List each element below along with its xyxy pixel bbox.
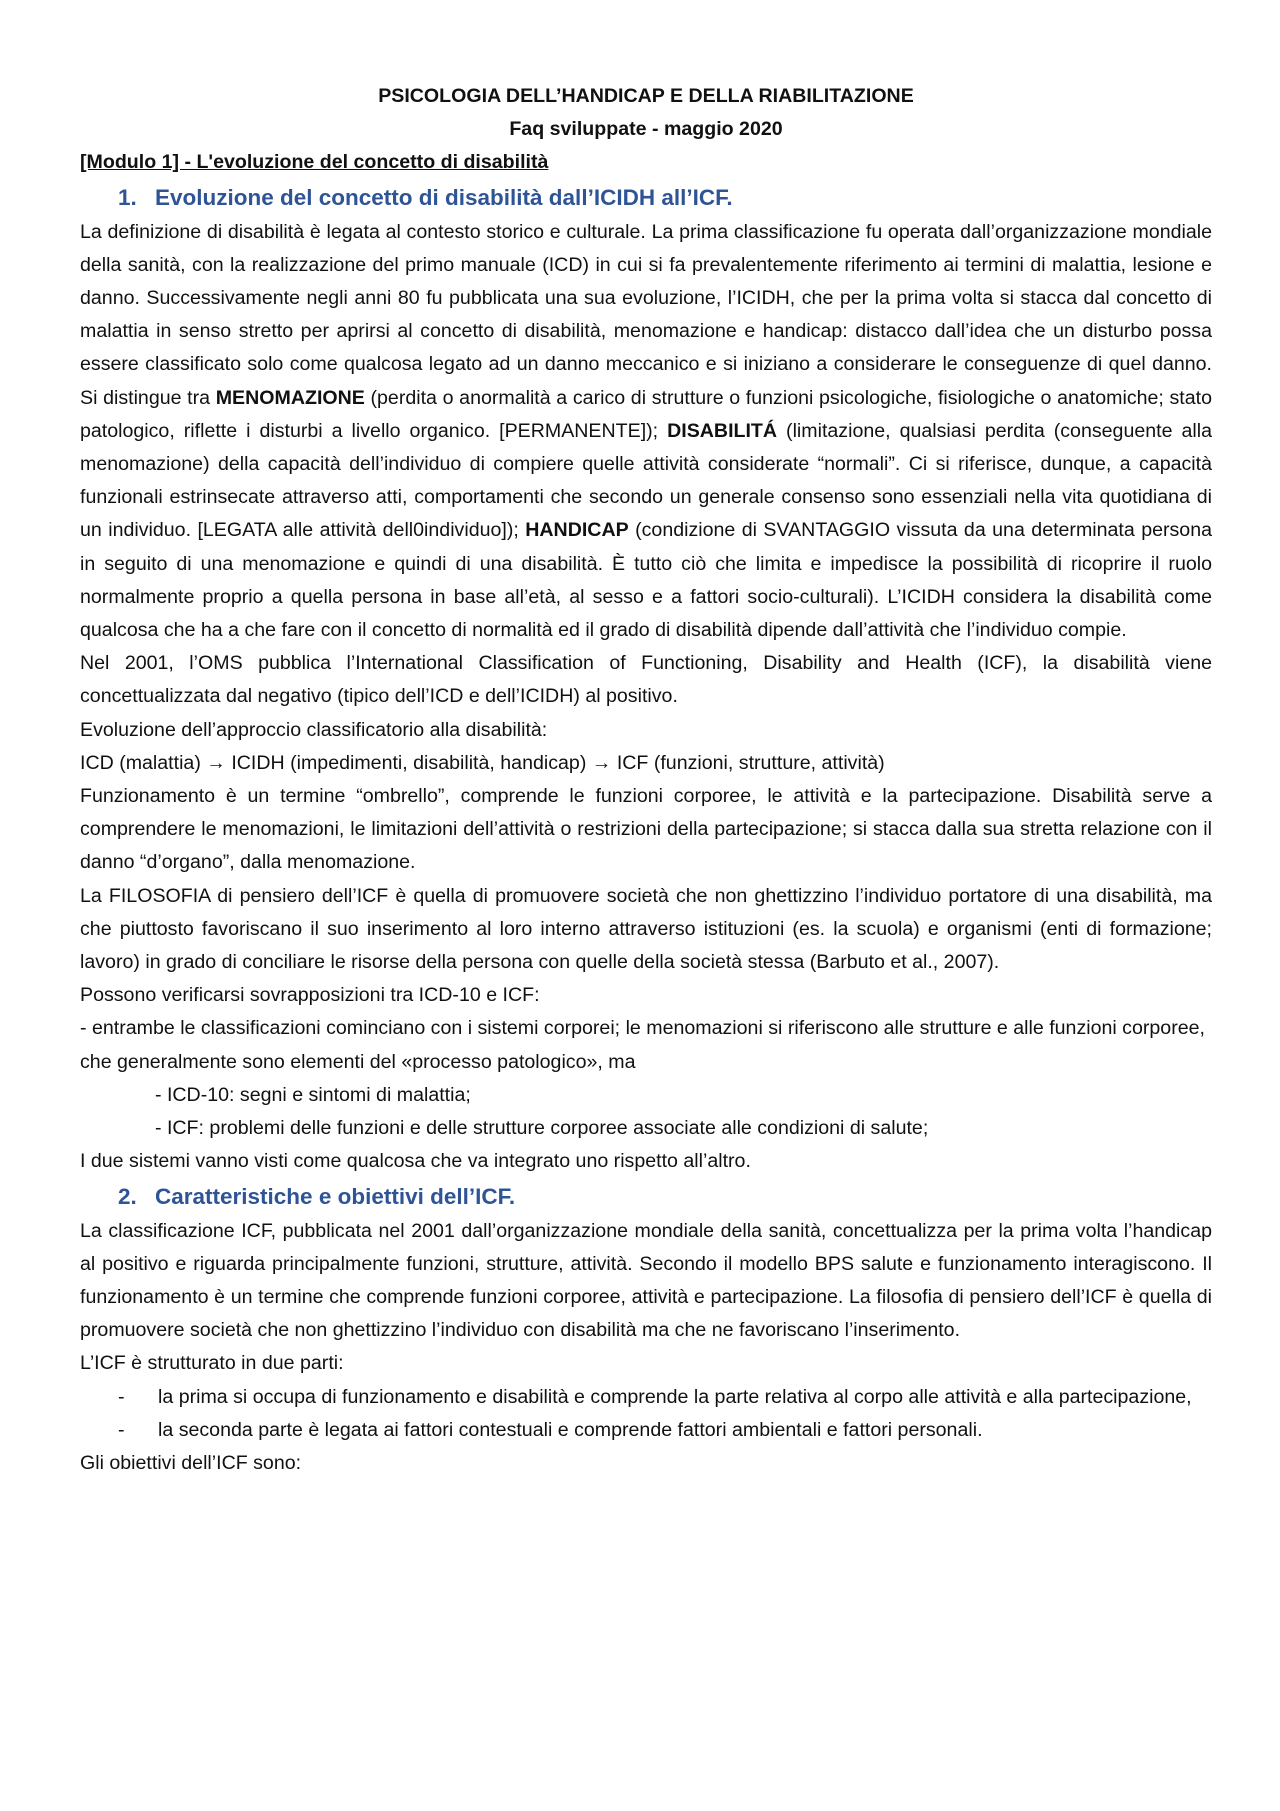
module-heading	[80, 146, 1212, 179]
section-1-paragraph-7: Possono verificarsi sovrapposizioni tra ICD-10 e ICF:	[80, 984, 540, 1007]
sub-item-icd10: - ICD-10: segni e sintomi di malattia;	[155, 1083, 471, 1106]
section-1-paragraph-2: Nel 2001, l’OMS pubblica l’International Classification of Functioning, Disability and Health (ICF), la disabilità viene concettualizzata dal negativo (tipico dell’ICD e dell’ICIDH) al positivo.	[80, 652, 1212, 708]
sub-item-icf: - ICF: problemi delle funzioni e delle strutture corporee associate alle condizioni di salute;	[155, 1117, 929, 1140]
section-1-paragraph-6: La FILOSOFIA di pensiero dell’ICF è quella di promuovere società che non ghettizzino l’individuo portatore di una disabilità, ma che piuttosto favoriscano il suo inserimento al loro interno attraverso istituzioni (es. la scuola) e organismi (enti di formazione; lavoro) in grado di conciliare le risorse della persona con quelle della società stessa (Barbuto et al., 2007).	[80, 884, 1212, 974]
list-item-text: la prima si occupa di funzionamento e disabilità e comprende la parte relativa al corpo alle attività e alla partecipazione,	[158, 1385, 1192, 1408]
text-run: (limitazione, qualsiasi perdita (conseguente alla menomazione) della capacità dell’individuo di compiere quelle attività considerate “normali”. Ci si riferisce, dunque, a capacità funzionali estrinsecate attraverso atti, comportamenti che secondo un generale consenso sono essenziali nella vita quotidiana di un individuo. [LEGATA alle attività dell0individuo]);	[80, 419, 1212, 542]
term-handicap: HANDICAP	[525, 519, 629, 542]
dash-bullet: -	[118, 1418, 125, 1441]
classification-evolution-line: ICD (malattia) → ICIDH (impedimenti, disabilità, handicap) → ICF (funzioni, strutture, attività)	[80, 751, 885, 774]
text-run: (perdita o anormalità a carico di strutture o funzioni psicologiche, fisiologiche o anatomiche; stato patologico, riflette i disturbi a livello organico. [PERMANENTE]);	[80, 386, 1212, 442]
section-2-heading	[80, 1179, 1212, 1215]
section-1-title: Evoluzione del concetto di disabilità dall’ICIDH all’ICF.	[155, 184, 733, 210]
section-1-paragraph-9: I due sistemi vanno visti come qualcosa che va integrato uno rispetto all’altro.	[80, 1150, 751, 1173]
icf-parts-list	[80, 1381, 1212, 1447]
section-1-paragraph-5: Funzionamento è un termine “ombrello”, comprende le funzioni corporee, le attività e la partecipazione. Disabilità serve a comprendere le menomazioni, le limitazioni dell’attività o restrizioni della partecipazione; si stacca dalla sua stretta relazione con il danno “d’organo”, dalla menomazione.	[80, 785, 1212, 874]
document-subtitle: Faq sviluppate - maggio 2020	[509, 118, 783, 141]
term-menomazione: MENOMAZIONE	[215, 386, 365, 409]
section-1-paragraph-8: - entrambe le classificazioni cominciano con i sistemi corporei; le menomazioni si riferiscono alle strutture e alle funzioni corporee, che generalmente sono elementi del «processo patologico», ma	[80, 1017, 1205, 1073]
section-2-number: 2.	[118, 1183, 137, 1209]
list-item	[80, 1414, 1212, 1447]
document-title: PSICOLOGIA DELL’HANDICAP E DELLA RIABILITAZIONE	[378, 85, 914, 107]
text-run: (condizione di SVANTAGGIO vissuta da una determinata persona in seguito di una menomazione e quindi di una disabilità. È tutto ciò che limita e impedisce la possibilità di ricoprire il ruolo normalmente proprio a quella persona in base all’età, al sesso e a fattori socio-culturali). L’ICIDH considera la disabilità come qualcosa che ha a che fare con il concetto di normalità ed il grado di disabilità dipende dall’attività che l’individuo compie.	[80, 519, 1213, 642]
list-item-text: la seconda parte è legata ai fattori contestuali e comprende fattori ambientali e fattori personali.	[158, 1418, 983, 1441]
section-2-title: Caratteristiche e obiettivi dell’ICF.	[155, 1183, 516, 1209]
dash-bullet: -	[118, 1385, 125, 1408]
section-2-paragraph-3: Gli obiettivi dell’ICF sono:	[80, 1451, 302, 1474]
term-disabilita: DISABILITÁ	[667, 419, 778, 442]
section-1-paragraph-3: Evoluzione dell’approccio classificatorio alla disabilità:	[80, 718, 548, 741]
section-2-paragraph-1: La classificazione ICF, pubblicata nel 2001 dall’organizzazione mondiale della sanità, concettualizza per la prima volta l’handicap al positivo e riguarda principalmente funzioni, strutture, attività. Secondo il modello BPS salute e funzionamento interagiscono. Il funzionamento è un termine che comprende funzioni corporee, attività e partecipazione. La filosofia di pensiero dell’ICF è quella di promuovere società che non ghettizzino l’individuo con disabilità ma che ne favoriscano l’inserimento.	[80, 1219, 1212, 1342]
module-title: [Modulo 1] - L'evoluzione del concetto di disabilità	[80, 151, 549, 174]
document-page	[80, 80, 1212, 1480]
list-item	[80, 1381, 1212, 1414]
section-1-number: 1.	[118, 184, 137, 210]
section-1-paragraph-1	[80, 216, 1212, 648]
text-run: La definizione di disabilità è legata al contesto storico e culturale. La prima classificazione fu operata dall’organizzazione mondiale della sanità, con la realizzazione del primo manuale (ICD) in cui si fa prevalentemente riferimento ai termini di malattia, lesione e danno. Successivamente negli anni 80 fu pubblicata una sua evoluzione, l’ICIDH, che per la prima volta si stacca dal concetto di malattia in senso stretto per aprirsi al concetto di disabilità, menomazione e handicap: distacco dall’idea che un disturbo possa essere classificato solo come qualcosa legato ad un danno meccanico e si iniziano a considerare le conseguenze di quel danno. Si distingue tra	[80, 220, 1212, 409]
section-2-paragraph-2: L’ICF è strutturato in due parti:	[80, 1352, 344, 1375]
section-1-heading	[80, 180, 1212, 216]
